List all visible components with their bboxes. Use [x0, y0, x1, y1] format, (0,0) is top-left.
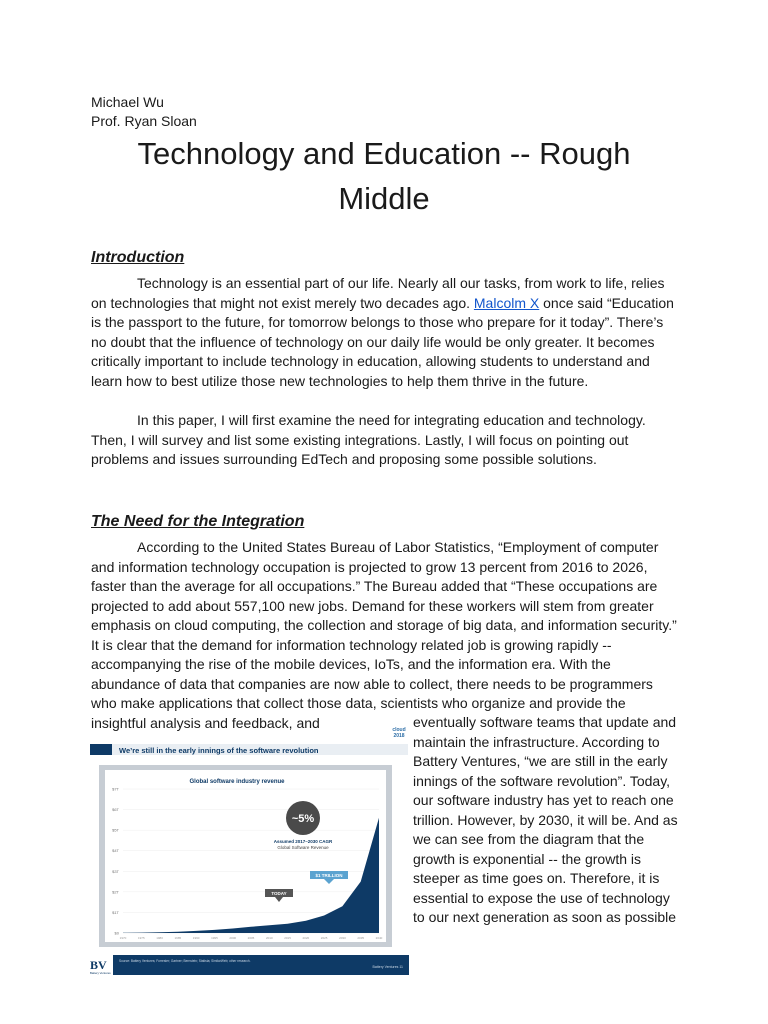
intro-p2-text: In this paper, I will first examine the need for integrating education and technology. Then, I will survey and list some existing integrations. Lastly, I will focus on pointing out problems and issues surrounding EdTech and proposing some possible solutions. [91, 412, 646, 467]
x-tick-label: 2025 [320, 936, 328, 940]
y-tick-label: $2T [112, 889, 119, 895]
x-tick-label: 2015 [284, 936, 291, 940]
software-revolution-slide [89, 733, 409, 976]
intro-paragraph-2 [91, 411, 680, 470]
intro-paragraph-1 [91, 274, 680, 391]
chart-title: Global software industry revenue [189, 779, 285, 785]
x-tick-label: 2035 [357, 936, 365, 940]
slide-graphic [89, 733, 409, 976]
intro-p1-text-after: once said “Education is the passport to the future, for tomorrow belongs to those who prepare for it today”. There’s no doubt that the influence of technology on our daily life would be only greater. It becomes critically important to include technology in education, allowing students to understand and learn how to best utilize those new technologies to help them thrive in the future. [91, 294, 674, 389]
intro-p1-text-before: Technology is an essential part of our life. Nearly all our tasks, from work to life, relies on technologies that might not exist merely two decades ago. [91, 275, 665, 311]
cagr-value: ~5% [291, 813, 315, 825]
malcolm-x-link[interactable]: Malcolm X [473, 294, 540, 311]
bv-logo: BV [90, 958, 107, 972]
y-tick-label: $4T [112, 848, 119, 854]
section-heading-need: The Need for the Integration [91, 513, 305, 530]
title-line-1: Technology and Education -- Rough [137, 136, 631, 171]
footer-page: Battery Ventures 11 [372, 965, 403, 969]
x-tick-label: 2030 [339, 936, 346, 940]
title-line-2: Middle [338, 181, 430, 216]
x-tick-label: 2010 [265, 936, 273, 940]
x-tick-label: 2040 [375, 936, 383, 940]
slide-banner-text: We’re still in the early innings of the software revolution [119, 746, 319, 755]
cagr-caption-2: Global Software Revenue [277, 845, 329, 850]
x-tick-label: 1985 [174, 936, 182, 940]
section-heading-introduction: Introduction [91, 249, 185, 266]
bv-logo-subtitle: Battery Ventures [90, 971, 111, 975]
y-tick-label: $6T [112, 807, 119, 813]
footer-source: Source: Battery Ventures; Forrester; Gartner; Bernstein; Statista; SimilarWeb; other research. [119, 959, 251, 963]
y-tick-label: $5T [112, 827, 119, 833]
footer-bar [113, 955, 409, 975]
x-tick-label: 1970 [119, 936, 127, 940]
trillion-label: $1 TRILLION [315, 873, 343, 878]
x-axis [120, 936, 383, 940]
need-paragraph-side: eventually software teams that update and maintain the infrastructure. According to Battery Ventures, “we are still in the early innings of the software revolution”. Today, our software industry has yet to reach one trillion. However, by 2030, it will be. And as we can see from the diagram that the growth is exponential -- the growth is steeper as time goes on. Therefore, it is essential to expose the use of technology to our next generation as soon as possible [413, 714, 678, 925]
x-tick-label: 2000 [229, 936, 237, 940]
x-tick-label: 1975 [137, 936, 145, 940]
x-tick-label: 2020 [302, 936, 310, 940]
x-tick-label: 1990 [192, 936, 200, 940]
y-tick-label: $1T [112, 909, 119, 915]
x-tick-label: 2005 [247, 936, 255, 940]
y-tick-label: $7T [112, 786, 119, 792]
y-tick-label: $3T [112, 868, 119, 874]
cloud-logo-year: 2018 [393, 733, 405, 739]
need-paragraph-1 [91, 538, 680, 733]
x-tick-label: 1995 [211, 936, 218, 940]
professor-name: Prof. Ryan Sloan [91, 113, 197, 129]
banner-marker [90, 744, 112, 755]
cloud-logo-label: cloud [392, 727, 406, 733]
cagr-caption-1: Assumed 2017–2030 CAGR [273, 839, 333, 844]
need-p1-text: According to the United States Bureau of Labor Statistics, “Employment of computer and information technology occupation is projected to grow 13 percent from 2016 to 2026, faster than the average for all occupations.” The Bureau added that “These occupations are projected to add about 557,100 new jobs. Demand for these workers will stem from greater emphasis on cloud computing, the collection and storage of big data, and information security.” It is clear that the demand for information technology related job is growing rapidly -- accompanying the rise of the mobile devices, IoTs, and the information era. With the abundance of data that companies are now able to collect, there needs to be programmers who make applications that collect those data, scientists who organize and provide the insightful analysis and feedback, and [91, 539, 677, 731]
today-label: TODAY [271, 891, 287, 896]
page-title [90, 131, 678, 221]
y-tick-label: $0 [114, 930, 119, 936]
author-name: Michael Wu [91, 94, 164, 110]
x-tick-label: 1980 [156, 936, 163, 940]
